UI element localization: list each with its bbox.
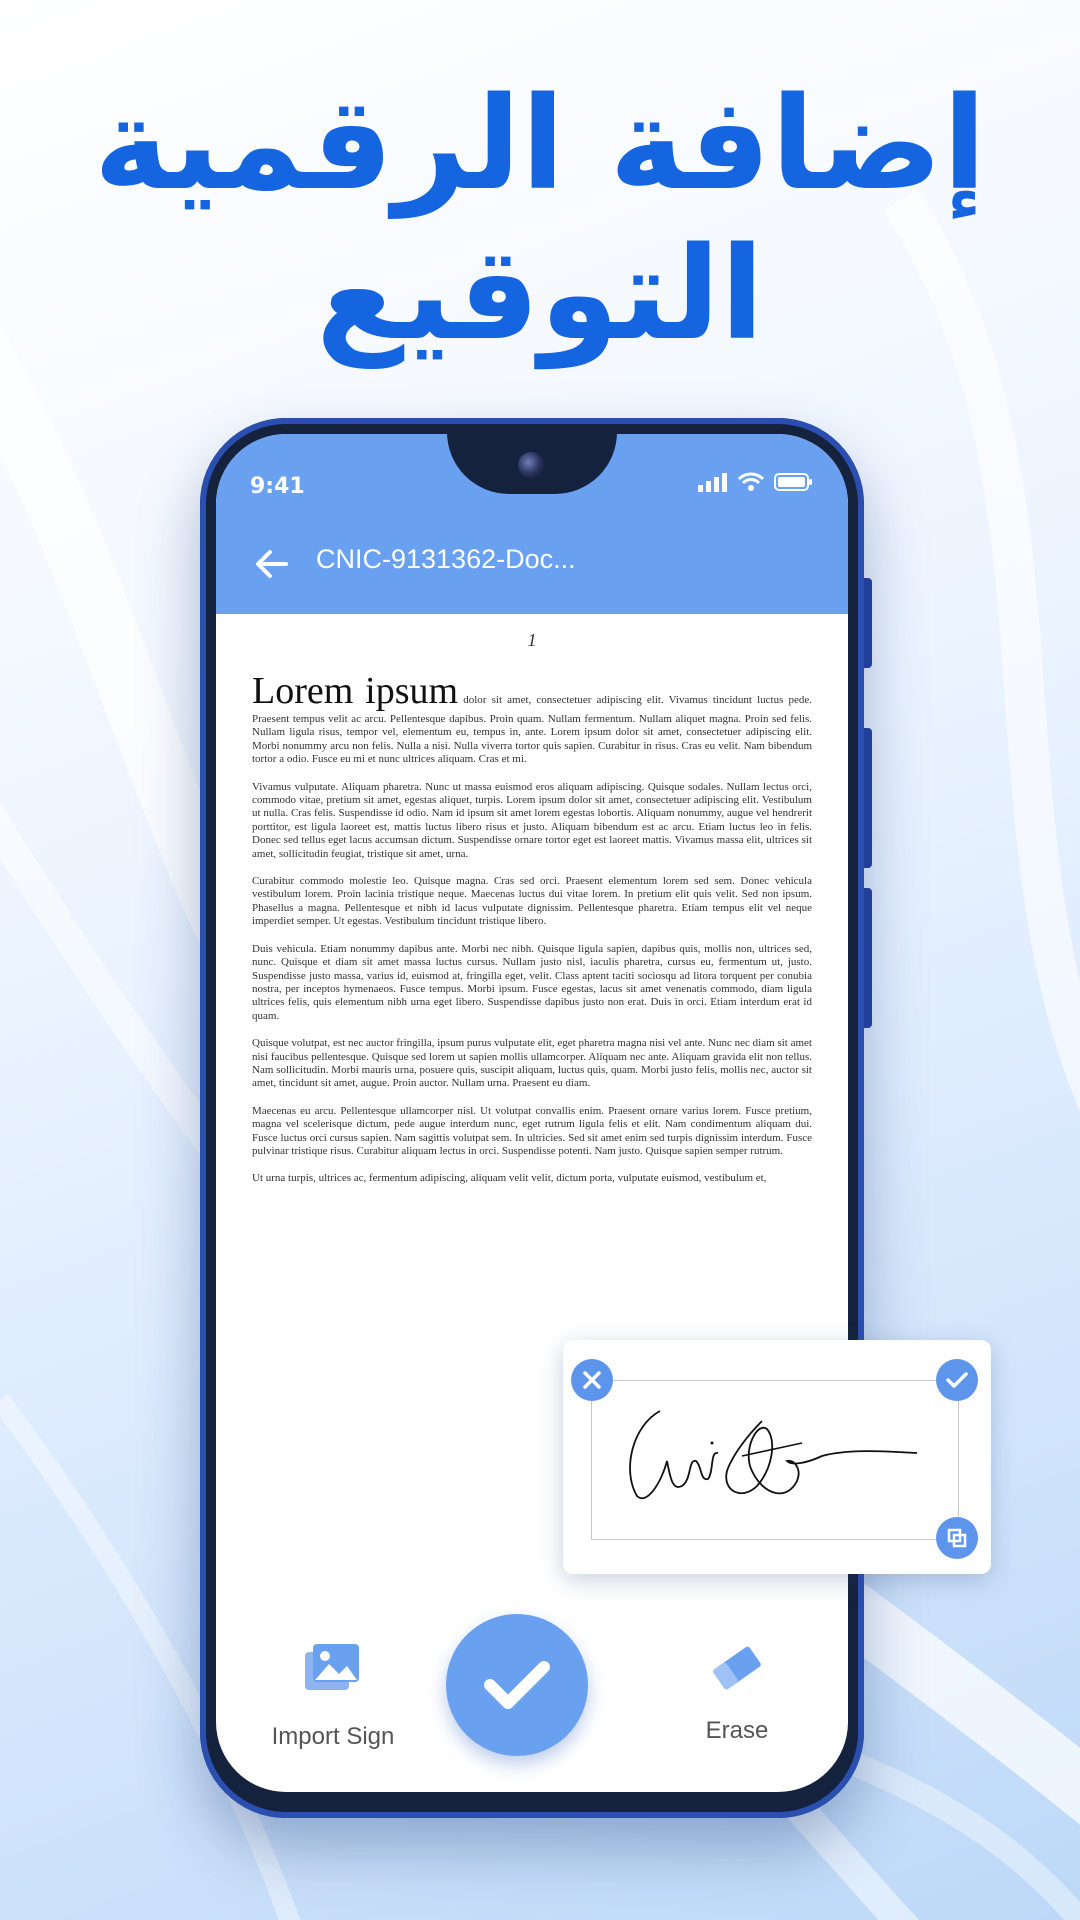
- import-sign-button[interactable]: [258, 1640, 408, 1751]
- document-paragraph: Vivamus vulputate. Aliquam pharetra. Nunc ut massa euismod eros aliquam adipiscing. Quisque sodales. Nullam lectus orci, commodo vitae, pretium sit amet, egestas aliquet, turpis. Lorem ipsum dolor sit amet, consectetuer adipiscing elit. Vestibulum ut nulla. Cras felis. Suspendisse id odio. Nam id ipsum sit amet lorem egestas lobortis. Aliquam nonummy, augue vel hendrerit porttitor, est ligula laoreet est, mattis luctus libero risus et justo. Aliquam bibendum est ac arcu. Etiam luctus leo in felis. Donec sed tellus eget lacus accumsan dictum. Suspendisse ornare tortor eget est laoreet mattis. Vivamus massa elit, ultrices sit amet, sollicitudin feugiat, tristique sit amet, urna.: [252, 780, 812, 860]
- phone-frame: [200, 418, 864, 1818]
- phone-volume-button: [864, 728, 872, 868]
- status-icons: [698, 472, 814, 492]
- document-paragraph: Duis vehicula. Etiam nonummy dapibus ante. Morbi nec nibh. Quisque ligula sapien, dapibus quis, mollis non, ultrices sed, nunc. Quisque et diam sit amet massa luctus cursus. Nullam justo nisl, iaculis pharetra, cursus eu, fermentum ut, justo. Suspendisse justo massa, varius id, euismod at, fringilla eget, velit. Class aptent taciti sociosqu ad litora torquent per conubia nostra, per inceptos hymenaeos. Fusce tempus. Morbi ipsum. Fusce egestas, lacus sit amet venenatis commodo, diam ligula ultrices felis, quis elementum nibh urna eget libero. Suspendisse dapibus justo non erat. Duis in orci. Etiam interdum erat id quam.: [252, 942, 812, 1022]
- phone-side-button: [864, 578, 872, 668]
- import-sign-label: Import Sign: [271, 1723, 395, 1750]
- document-paragraph: Maecenas eu arcu. Pellentesque ullamcorper nisl. Ut volutpat convallis enim. Praesent ornare varius lorem. Fusce pretium, magna vel scelerisque dictum, pede augue interdum nunc, eget rutrum ligula felis et elit. Nam condimentum aliquam dui. Fusce luctus orci cursus sapien. Nam sagittis volutpat sem. In ultricies. Sed sit amet enim sed turpis dignissim interdum. Fusce pulvinar tristique risus. Curabitur aliquam lectus in orci. Suspendisse potenti. Nam justo. Quisque sapien semper rutrum.: [252, 1104, 812, 1157]
- confirm-fab[interactable]: [446, 1614, 588, 1756]
- paragraph-text: dolor sit amet, consectetuer adipiscing elit. Vivamus tincidunt luctus pede. Praesent tempus velit ac arcu. Pellentesque dapibus. Proin quam. Nullam fermentum. Nullam aliquet magna. Proin sed felis. Nullam ligula risus, tempor vel, elementum eu, tempus in, ante. Lorem ipsum dolor sit amet, consectetuer adipiscing elit. Morbi nonummy arcu non felis. Nulla a nisi. Nulla viverra tortor quis sapien. Curabitur in risus. Cras eu velit. Nam bibendum tortor a odio. Fusce eu mi et nunc ultrices aliquam. Cras et mi.: [252, 694, 813, 766]
- document-paragraph: Ut urna turpis, ultrices ac, fermentum adipiscing, aliquam velit velit, dictum porta, vulputate euismod, vestibulum et,: [252, 1172, 767, 1185]
- erase-label: Erase: [705, 1717, 769, 1744]
- battery-icon: [774, 472, 814, 492]
- arrow-left-icon[interactable]: [246, 538, 298, 590]
- front-camera: [518, 452, 544, 478]
- headline-line-1: إضافة الرقمية: [93, 70, 987, 219]
- phone-volume-button: [864, 888, 872, 1028]
- image-gallery-icon: [301, 1640, 365, 1696]
- checkmark-icon[interactable]: [936, 1359, 978, 1401]
- signal-icon: [698, 472, 728, 492]
- document-title: CNIC-9131362-Doc...: [316, 544, 576, 574]
- page-number: 1: [527, 630, 537, 650]
- headline-line-2: التوقيع: [316, 220, 764, 369]
- signature-card[interactable]: [563, 1340, 991, 1574]
- wifi-icon: [738, 472, 764, 492]
- checkmark-icon: [482, 1657, 552, 1713]
- erase-button[interactable]: [662, 1640, 812, 1745]
- phone-screen: [216, 434, 848, 1792]
- document-paragraph: Curabitur commodo molestie leo. Quisque magna. Cras sed orci. Praesent elementum lorem sed sem. Donec vehicula vestibulum lorem. Proin lacinia tristique neque. Maecenas luctus dui vitae lorem. In pretium elit quis velit. Sed non ipsum. Phasellus a magna. Pellentesque et nibh id lacus vulputate dignissim. Pellentesque pharetra. Etiam tempus elit vel neque imperdiet semper. Ut egestas. Vestibulum tincidunt tristique libero.: [252, 875, 812, 928]
- promo-headline: [0, 70, 1080, 370]
- signature-frame[interactable]: [591, 1380, 959, 1540]
- document-paragraph: [252, 669, 812, 767]
- eraser-icon: [705, 1640, 769, 1696]
- close-icon[interactable]: [571, 1359, 613, 1401]
- status-time: 9:41: [250, 474, 305, 499]
- signature-drawing: [592, 1381, 958, 1539]
- document-paragraph: Quisque volutpat, est nec auctor fringilla, ipsum purus vulputate elit, eget pharetra magna nisi vel ante. Nunc nec diam sit amet nisi faucibus pellentesque. Quisque sed lorem ut sapien mollis ullamcorper. Aliquam nec ante. Aliquam gravida elit non tellus. Nam sollicitudin. Morbi mauris urna, posuere quis, suscipit aliquam, luctus quis, quam. Morbi justo felis, mollis nec, auctor sit amet, tincidunt sit amet, augue. Proin auctor. Nullam urna. Praesent eu diam.: [252, 1037, 812, 1090]
- document-heading: Lorem ipsum: [252, 670, 459, 712]
- resize-icon[interactable]: [936, 1517, 978, 1559]
- app-bar: [216, 514, 848, 614]
